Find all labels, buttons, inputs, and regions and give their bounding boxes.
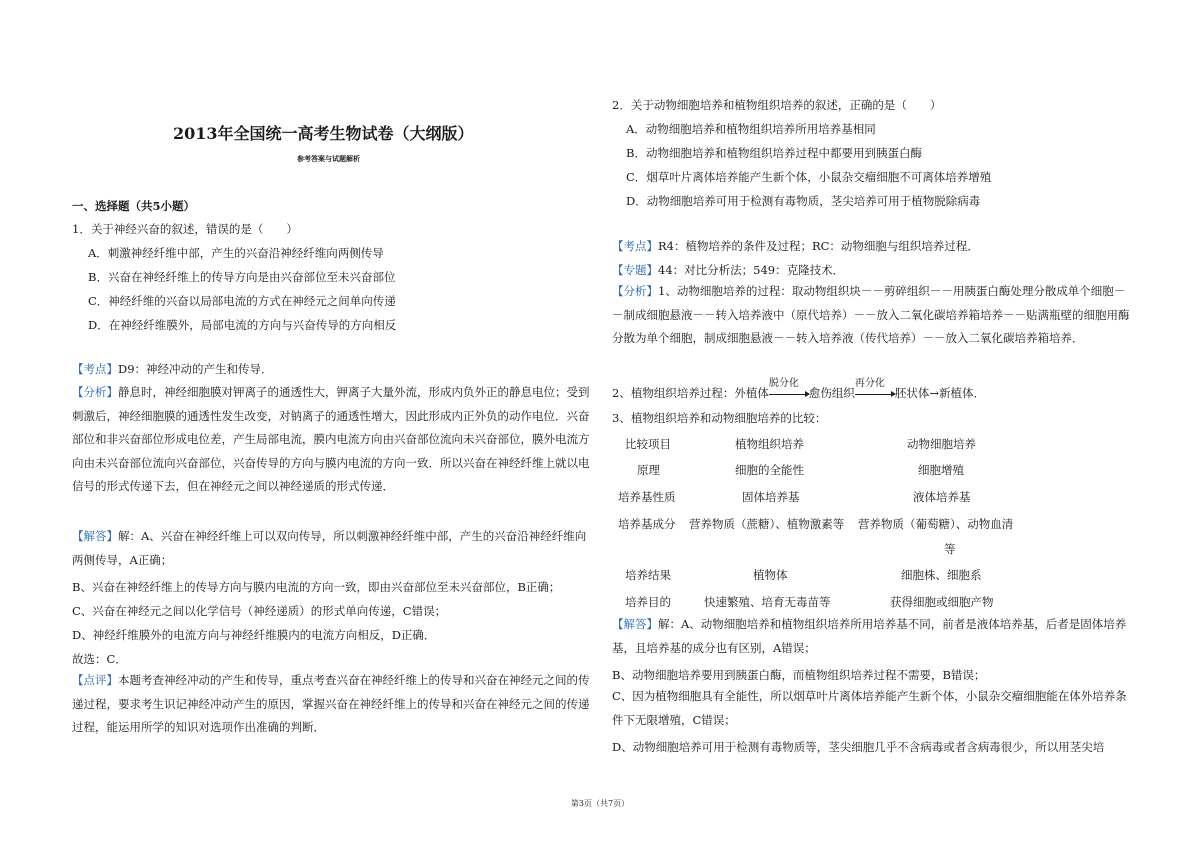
table-cell: 植物组织培养 [735,437,804,451]
q2-jieda-b: B、动物细胞培养要用到胰蛋白酶，而植物组织培养过程不需要，B错误； [612,668,986,682]
q1-jieda-c: C、兴奋在神经元之间以化学信号（神经递质）的形式单向传递，C错误； [72,604,447,618]
table-cell: 比较项目 [625,437,671,451]
q2-option-c: C．烟草叶片离体培养能产生新个体，小鼠杂交瘤细胞不可离体培养增殖 [626,170,992,184]
q2-option-a: A．动物细胞培养和植物组织培养所用培养基相同 [626,122,876,136]
table-cell: 液体培养基 [913,490,971,504]
q2-zhuanti [612,262,844,278]
arrow2-label: 再分化 [854,378,885,389]
q2-jieda-text: 解：A、动物细胞培养和植物组织培养所用培养基不同，前者是液体培养基，后者是固体培养基，且培养基的成分也有区别，A错误； [612,617,1127,655]
table-cell: 细胞株、细胞系 [901,568,982,582]
table-cell: 培养基成分 [618,517,676,531]
q2-kaodian-text: R4：植物培养的条件及过程；RC：动物细胞与组织培养过程． [658,239,979,253]
q2-jieda-d: D、动物细胞培养可用于检测有毒物质等，茎尖细胞几乎不含病毒或者含病毒很少，所以用茎尖培 [612,740,1105,754]
q1-fenxi [72,381,590,499]
arrow-icon [769,394,809,395]
page-subtitle: 参考答案与试题解析 [297,154,360,163]
q2-fenxi-tag: 【分析】 [612,284,658,298]
q1-option-a: A．刺激神经纤维中部，产生的兴奋沿神经纤维向两侧传导 [88,246,384,260]
arrow-dedifferentiation [768,378,809,400]
arrow1-label: 脱分化 [768,378,799,389]
q2-fenxi-2 [612,378,985,401]
q2-jieda-c: C、因为植物细胞具有全能性，所以烟草叶片离体培养能产生新个体，小鼠杂交瘤细胞能在体外培养条件下无限增殖，C错误； [612,689,1127,727]
q2-jieda [612,613,1132,660]
table-cell: 原理 [637,463,660,477]
table-cell: 营养物质（蔗糖）、植物激素等 [689,517,845,531]
page-title: 2013年全国统一高考生物试卷（大纲版） [173,124,474,143]
table-cell: 植物体 [753,568,788,582]
q1-kaodian [72,361,273,377]
q2-fenxi-3: 3、植物组织培养和动物细胞培养的比较： [612,411,827,425]
q2-zhuanti-tag: 【专题】 [612,263,658,277]
q1-fenxi-tag: 【分析】 [72,385,118,399]
table-cell: 细胞的全能性 [735,463,804,477]
section-heading: 一、选择题（共5小题） [72,199,196,213]
q2-jieda-tag: 【解答】 [612,617,658,631]
q1-option-b: B．兴奋在神经纤维上的传导方向是由兴奋部位至未兴奋部位 [88,270,396,284]
table-cell: 营养物质（葡萄糖）、动物血清 [858,517,1014,531]
table-cell: 动物细胞培养 [907,437,976,451]
page-footer: 第3页（共7页） [570,799,630,808]
q2-kaodian [612,238,979,254]
q2-fenxi2-mid: 愈伤组织 [808,386,855,400]
q1-dianping [72,669,590,740]
table-cell: 细胞增殖 [918,463,964,477]
q1-jieda-text: 解：A、兴奋在神经纤维上可以双向传导，所以刺激神经纤维中部，产生的兴奋沿神经纤维向两侧传导，A正确； [72,529,587,567]
q2-option-d: D．动物细胞培养可用于检测有毒物质，茎尖培养可用于植物脱除病毒 [626,194,981,208]
q1-fenxi-text: 静息时，神经细胞膜对钾离子的通透性大，钾离子大量外流，形成内负外正的静息电位；受到刺激后，神经细胞膜的通透性发生改变，对钠离子的通透性增大，因此形成内正外负的动作电位．兴奋部位和非兴奋部位形成电位差，产生局部电流，膜内电流方向由兴奋部位流向未兴奋部位，膜外电流方向由未兴奋部位流向兴奋部位，兴奋传导的方向与膜内电流的方向一致．所以兴奋在神经纤维上就以电信号的形式传递下去，但在神经元之间以神经递质的形式传递． [72,385,590,493]
q2-stem: 2．关于动物细胞培养和植物组织培养的叙述，正确的是（ ） [612,98,942,112]
table-cell: 培养目的 [625,595,671,609]
table-cell: 固体培养基 [742,490,800,504]
q1-kaodian-tag: 【考点】 [72,362,118,376]
q1-answer: 故选：C． [72,652,127,666]
q2-fenxi2-post: 胚状体→新植体． [894,386,985,400]
q1-option-d: D．在神经纤维膜外，局部电流的方向与兴奋传导的方向相反 [88,318,397,332]
q2-fenxi2-pre: 2、植物组织培养过程：外植体 [612,386,769,400]
table-cell: 获得细胞或细胞产物 [890,595,994,609]
table-cell: 培养结果 [625,568,671,582]
q1-jieda-tag: 【解答】 [72,529,118,543]
q1-dianping-text: 本题考查神经冲动的产生和传导，重点考查兴奋在神经纤维上的传导和兴奋在神经元之间的传递过程，要求考生识记神经冲动产生的原因，掌握兴奋在神经纤维上的传导和兴奋在神经元之间的传递过程，能运用所学的知识对选项作出准确的判断． [72,673,590,734]
q1-jieda-b: B、兴奋在神经纤维上的传导方向与膜内电流的方向一致，即由兴奋部位至未兴奋部位，B正确； [72,580,561,594]
q1-jieda-d: D、神经纤维膜外的电流方向与神经纤维膜内的电流方向相反，D正确． [72,628,436,642]
arrow-icon [855,394,895,395]
q1-dianping-tag: 【点评】 [72,673,118,687]
table-cell: 快速繁殖、培育无毒苗等 [704,595,831,609]
arrow-redifferentiation [854,378,895,400]
q2-zhuanti-text: 44：对比分析法；549：克隆技术． [658,263,845,277]
table-cell: 等 [944,542,956,556]
q1-stem: 1．关于神经兴奋的叙述，错误的是（ ） [72,222,298,236]
q1-option-c: C．神经纤维的兴奋以局部电流的方式在神经元之间单向传递 [88,294,396,308]
q2-option-b: B．动物细胞培养和植物组织培养过程中都要用到胰蛋白酶 [626,146,922,160]
q2-fenxi [612,280,1132,351]
table-cell: 培养基性质 [618,490,676,504]
q1-kaodian-text: D9：神经冲动的产生和传导． [118,362,273,376]
q2-kaodian-tag: 【考点】 [612,239,658,253]
q2-fenxi-text: 1、动物细胞培养的过程：取动物组织块－－剪碎组织－－用胰蛋白酶处理分散成单个细胞－－制成细胞悬液－－转入培养液中（原代培养）－－放入二氧化碳培养箱培养－－贴满瓶壁的细胞用酶分散为单个细胞，制成细胞悬液－－转入培养液（传代培养）－－放入二氧化碳培养箱培养． [612,284,1130,345]
q1-jieda [72,525,590,572]
